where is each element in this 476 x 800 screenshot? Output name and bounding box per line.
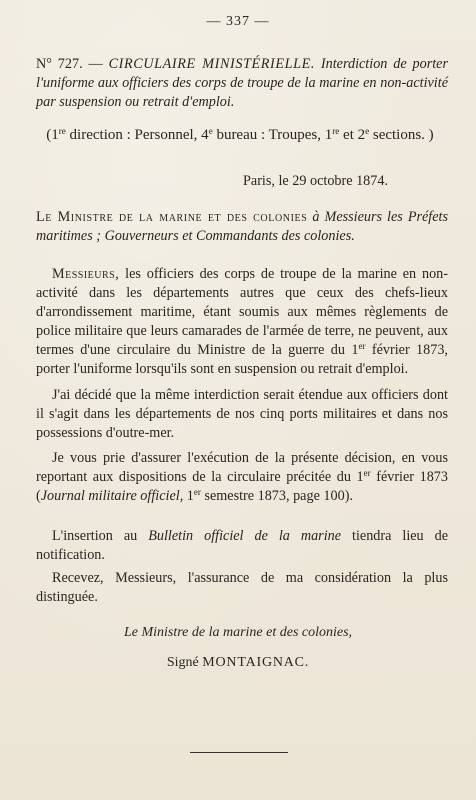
paragraph-2: J'ai décidé que la même interdiction serait étendue aux officiers dont il s'agit dans les départements de nos cinq ports militaires et dans nos possessions d'outre-mer. — [36, 387, 448, 441]
addressee — [36, 208, 448, 246]
signatory-name: MONTAIGNAC. — [202, 655, 310, 670]
circular-subject: Interdiction de porter l'uniforme aux officiers des corps de troupe de la marine en non-activité par suspension ou retrait d'emploi. — [36, 56, 448, 110]
date-line: Paris, le 29 octobre 1874. — [243, 173, 388, 189]
recipient: à Messieurs les Préfets maritimes ; Gouverneurs et Commandants des colonies. — [36, 209, 449, 244]
paragraph-text: 1 — [183, 488, 194, 504]
direction-text: direction : Personnel, 4 — [65, 127, 209, 143]
circular-title — [36, 55, 448, 112]
direction-sup: e — [365, 126, 370, 136]
direction-text: et 2 — [339, 127, 366, 143]
signature-line — [0, 655, 476, 671]
paragraph-text: semestre 1873, page 100). — [200, 488, 353, 504]
paragraph-5: Recevez, Messieurs, l'assurance de ma considération la plus distinguée. — [36, 570, 448, 605]
circular-number: N° 727. — — [36, 56, 103, 72]
sender: Le Ministre de la marine et des colonies — [36, 209, 308, 225]
direction-line — [30, 126, 450, 145]
paragraph-text: les officiers des corps de troupe de la marine en non-activité dans les départements autres que ceux des chefs-lieux d'arrondissement maritime, étant soumis aux mêmes règlements de police militaire que leurs camarades de l'armée de terre, ne peuvent, aux termes d'une circulaire du Ministre de la guerre du 1 — [36, 266, 448, 358]
superscript: er — [358, 341, 366, 351]
paragraph-1 — [36, 265, 448, 379]
direction-text: bureau : Troupes, 1 — [212, 127, 333, 143]
journal-reference: Journal militaire officiel, — [40, 488, 184, 504]
end-divider — [190, 752, 288, 753]
signed-label: Signé — [166, 655, 199, 670]
superscript: er — [363, 468, 371, 478]
signature-title: Le Ministre de la marine et des colonies, — [123, 625, 353, 640]
page-number: — 337 — — [206, 14, 270, 29]
paragraph-text: Je vous prie d'assurer l'exécution de la présente décision, en vous reportant aux dispositions de la circulaire précitée du 1 — [36, 450, 448, 485]
direction-sup: e — [208, 126, 213, 136]
bulletin-reference: Bulletin officiel de la marine — [148, 528, 342, 544]
salutation: Messieurs, — [52, 266, 120, 282]
paragraph-text: février 1873 ( — [36, 469, 448, 504]
paragraph-3 — [36, 449, 448, 506]
circular-heading: CIRCULAIRE MINISTÉRIELLE. — [108, 56, 316, 72]
superscript: er — [193, 487, 201, 497]
paragraph-text: tiendra lieu de notification. — [36, 528, 449, 563]
direction-sup: re — [58, 126, 66, 136]
direction-text: (1 — [46, 127, 59, 143]
direction-sup: re — [332, 126, 340, 136]
direction-text: sections. ) — [369, 127, 434, 143]
paragraph-text: L'insertion au — [52, 528, 149, 544]
paragraph-4 — [36, 527, 448, 565]
paragraph-text: février 1873, porter l'uniforme lorsqu'ils sont en suspension ou retrait d'emploi. — [36, 342, 448, 377]
